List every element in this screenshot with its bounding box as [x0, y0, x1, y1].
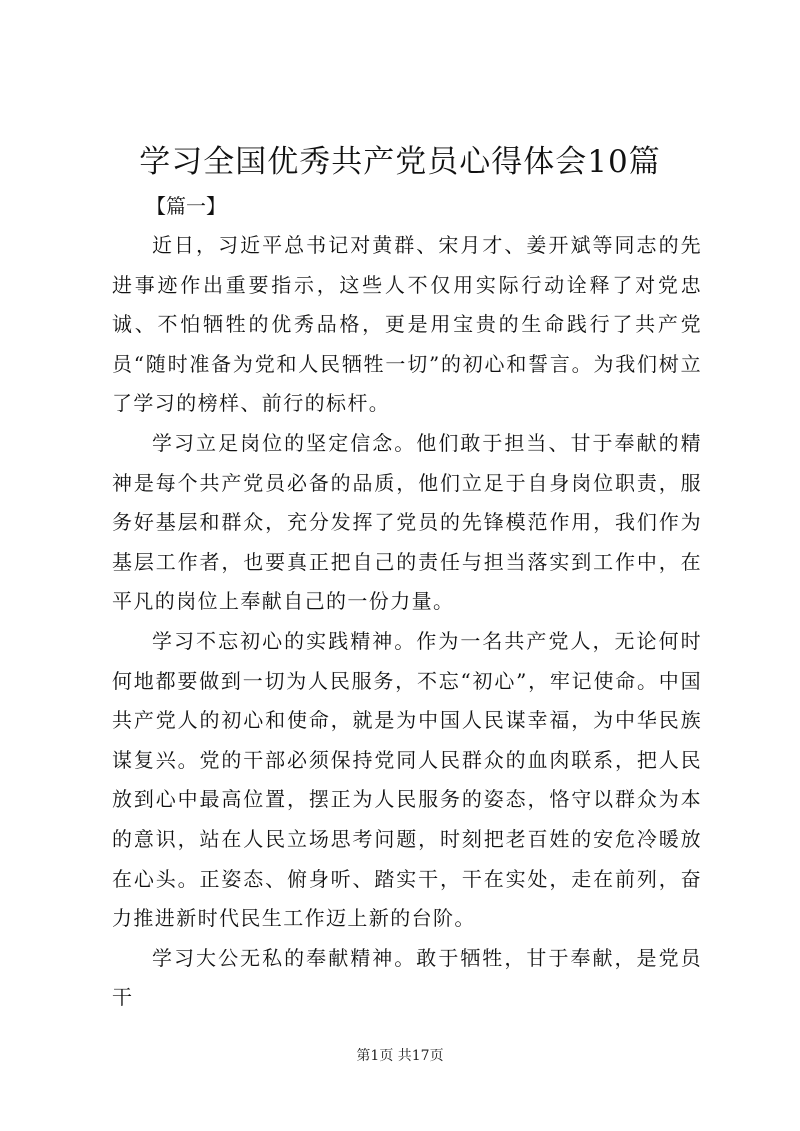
paragraph: 学习立足岗位的坚定信念。他们敢于担当、甘于奉献的精神是每个共产党员必备的品质，他们立足于自身岗位职责，服务好基层和群众，充分发挥了党员的先锋模范作用，我们作为基层工作者，也要真正把自己的责任与担当落实到工作中，在平凡的岗位上奉献自己的一份力量。 [112, 430, 702, 614]
page-indicator: 第1页 共17页 [356, 1048, 444, 1064]
document-title: 学习全国优秀共产党员心得体会10篇 [139, 144, 661, 180]
paragraph: 学习大公无私的奉献精神。敢于牺牲，甘于奉献，是党员干 [112, 945, 702, 1010]
section-label: 【篇一】 [146, 194, 226, 218]
paragraph: 近日，习近平总书记对黄群、宋月才、姜开斌等同志的先进事迹作出重要指示，这些人不仅用实际行动诠释了对党忠诚、不怕牺牲的优秀品格，更是用宝贵的生命践行了共产党员“随时准备为党和人民牺牲一切”的初心和誓言。为我们树立了学习的榜样、前行的标杆。 [112, 233, 702, 416]
document-body [112, 226, 702, 1018]
paragraph: 学习不忘初心的实践精神。作为一名共产党人，无论何时何地都要做到一切为人民服务，不忘“初心”，牢记使命。中国共产党人的初心和使命，就是为中国人民谋幸福，为中华民族谋复兴。党的干部必须保持党同人民群众的血肉联系，把人民放到心中最高位置，摆正为人民服务的姿态，恪守以群众为本的意识，站在人民立场思考问题，时刻把老百姓的安危冷暖放在心头。正姿态、俯身听、踏实干，干在实处，走在前列，奋力推进新时代民生工作迈上新的台阶。 [112, 628, 702, 931]
